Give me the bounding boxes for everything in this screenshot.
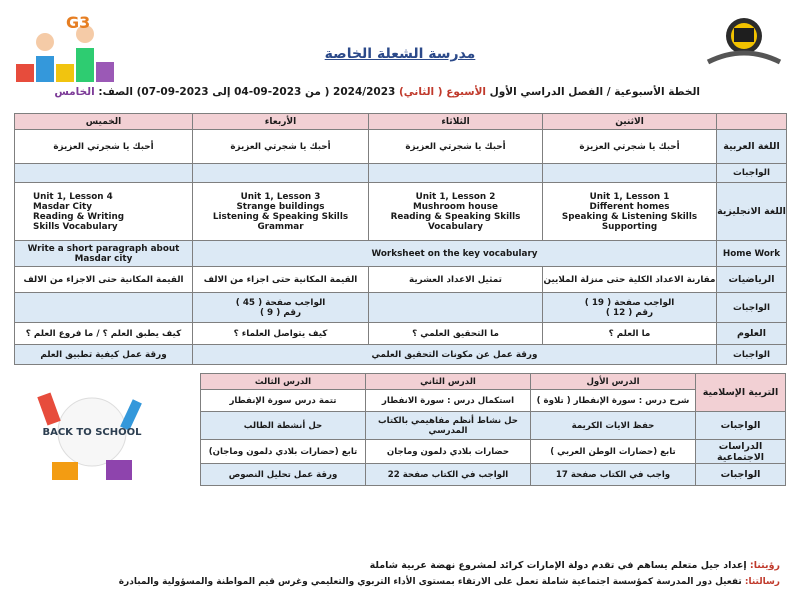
lesson-cell: أحبك يا شجرتي العزيزة bbox=[193, 130, 369, 164]
plan-part2: 2024/2023 ( من 2023-09-04 إلى 2023-09-07) الصف: bbox=[98, 86, 396, 98]
plan-grade: الخامس bbox=[54, 86, 95, 98]
plan-week: الأسبوع ( الثاني) bbox=[398, 86, 487, 98]
plan-heading bbox=[54, 86, 700, 98]
homework-cell bbox=[15, 293, 193, 323]
table-row bbox=[15, 323, 787, 345]
school-art-text: BACK TO SCHOOL bbox=[42, 427, 142, 438]
corner-cell bbox=[717, 114, 787, 130]
plan-part1: الخطة الأسبوعية / الفصل الدراسي الأول bbox=[489, 86, 700, 98]
homework-cell bbox=[543, 164, 717, 183]
lesson-cell: شرح درس : سورة الإنفطار ( تلاوة ) bbox=[531, 390, 696, 412]
lesson-line: Supporting bbox=[601, 221, 658, 232]
mission-statement bbox=[118, 577, 780, 587]
lesson-cell: أحبك يا شجرتي العزيزة bbox=[15, 130, 193, 164]
subject-label: الدراسات الاجتماعية bbox=[696, 440, 786, 464]
lesson-cell: استكمال درس : سورة الانفطار bbox=[366, 390, 531, 412]
kids-illustration bbox=[10, 12, 128, 94]
table-row bbox=[15, 241, 787, 267]
homework-line: الواجب صفحة ( 45 ) bbox=[235, 297, 326, 308]
homework-cell: حفظ الايات الكريمة bbox=[531, 412, 696, 440]
lesson-line: Skills Vocabulary bbox=[33, 221, 118, 232]
english-lesson-cell bbox=[193, 183, 369, 241]
lesson-cell: القيمة المكانية حتى اجزاء من الالف bbox=[193, 267, 369, 293]
lesson-line: Masdar City bbox=[33, 201, 92, 212]
day-header: الأربعاء bbox=[193, 114, 369, 130]
lesson-cell: تابع (حضارات الوطن العربي ) bbox=[531, 440, 696, 464]
day-header: الثلاثاء bbox=[369, 114, 543, 130]
table-row bbox=[15, 164, 787, 183]
homework-cell: ورقة عمل كيفية تطبيق العلم bbox=[15, 345, 193, 365]
homework-line: رقم ( 9 ) bbox=[259, 307, 302, 318]
homework-line: الواجب صفحة ( 19 ) bbox=[584, 297, 675, 308]
lesson-line: Different homes bbox=[589, 201, 670, 212]
lesson-cell: ما العلم ؟ bbox=[543, 323, 717, 345]
subject-label: الواجبات bbox=[696, 412, 786, 440]
table-row bbox=[15, 267, 787, 293]
lesson-line: Mushroom house bbox=[413, 201, 498, 212]
lesson-line: Strange buildings bbox=[236, 201, 325, 212]
lesson-header: الدرس الثالث bbox=[201, 374, 366, 390]
day-header: الاثنين bbox=[543, 114, 717, 130]
table-row bbox=[201, 440, 786, 464]
lesson-cell: أحبك يا شجرتي العزيزة bbox=[543, 130, 717, 164]
homework-cell: ورقة عمل عن مكونات التحقيق العلمي bbox=[193, 345, 717, 365]
subject-label: الواجبات bbox=[696, 464, 786, 486]
kids-art-text: G3 bbox=[66, 13, 91, 32]
table-row bbox=[15, 183, 787, 241]
homework-cell: Write a short paragraph about Masdar city bbox=[15, 241, 193, 267]
vision-text: إعداد جيل متعلم يساهم في تقدم دولة الإمارات كرائد لمشروع نهضة عربية شاملة bbox=[369, 560, 747, 571]
homework-cell: Worksheet on the key vocabulary bbox=[193, 241, 717, 267]
lesson-header: الدرس الثاني bbox=[366, 374, 531, 390]
subject-label: الرياضيات bbox=[717, 267, 787, 293]
lesson-cell: حضارات بلادي دلمون وماجان bbox=[366, 440, 531, 464]
table-row bbox=[201, 412, 786, 440]
vision-statement bbox=[180, 560, 780, 571]
table-row bbox=[201, 464, 786, 486]
table-row bbox=[15, 293, 787, 323]
back-to-school-illustration bbox=[22, 380, 152, 498]
subject-label: التربية الإسلامية bbox=[696, 374, 786, 412]
lesson-cell: مقارنة الاعداد الكلية حتى منزلة الملايين bbox=[543, 267, 717, 293]
subject-label: العلوم bbox=[717, 323, 787, 345]
subject-label: الواجبات bbox=[717, 164, 787, 183]
english-lesson-cell bbox=[369, 183, 543, 241]
lesson-line: Listening & Speaking Skills bbox=[212, 211, 349, 222]
lesson-cell: تمثيل الاعداد العشرية bbox=[369, 267, 543, 293]
lesson-line: Reading & Writing bbox=[33, 211, 125, 222]
homework-cell bbox=[369, 293, 543, 323]
english-lesson-cell bbox=[543, 183, 717, 241]
lesson-cell: القيمة المكانية حتى الاجزاء من الالف bbox=[15, 267, 193, 293]
subject-label: Home Work bbox=[717, 241, 787, 267]
lesson-line: Grammar bbox=[257, 221, 304, 232]
school-title: مدرسة الشعلة الخاصة bbox=[324, 46, 476, 62]
homework-cell bbox=[543, 293, 717, 323]
homework-cell: حل أنشطة الطالب bbox=[201, 412, 366, 440]
weekly-plan-table bbox=[14, 113, 787, 365]
lesson-line: Unit 1, Lesson 2 bbox=[415, 191, 496, 202]
lesson-cell: كيف يتواصل العلماء ؟ bbox=[193, 323, 369, 345]
subject-label: الواجبات bbox=[717, 293, 787, 323]
lesson-cell: ما التحقيق العلمي ؟ bbox=[369, 323, 543, 345]
homework-cell bbox=[15, 164, 193, 183]
homework-cell bbox=[193, 164, 369, 183]
homework-cell: حل نشاط أنظم مفاهيمي بالكتاب المدرسي bbox=[366, 412, 531, 440]
subject-label: الواجبات bbox=[717, 345, 787, 365]
table-header-row bbox=[15, 114, 787, 130]
lesson-cell: تتمة درس سورة الإنفطار bbox=[201, 390, 366, 412]
lesson-header: الدرس الأول bbox=[531, 374, 696, 390]
mission-text: تفعيل دور المدرسة كمؤسسة اجتماعية شاملة تعمل على الارتقاء بمستوى الأداء التربوي والتعليمي وغرس قيم المواطنة والمسؤولية والمبادرة bbox=[118, 577, 742, 587]
homework-cell: واجب في الكتاب صفحة 17 bbox=[531, 464, 696, 486]
lesson-cell: كيف يطبق العلم ؟ / ما فروع العلم ؟ bbox=[15, 323, 193, 345]
english-lesson-cell bbox=[15, 183, 193, 241]
lesson-line: Vocabulary bbox=[427, 221, 484, 232]
lesson-line: Unit 1, Lesson 3 bbox=[240, 191, 321, 202]
homework-cell: ورقة عمل تحليل النصوص bbox=[201, 464, 366, 486]
homework-cell bbox=[369, 164, 543, 183]
school-logo bbox=[702, 14, 786, 72]
subject-label: اللغة العربية bbox=[717, 130, 787, 164]
day-header: الخميس bbox=[15, 114, 193, 130]
lessons-table bbox=[200, 373, 786, 486]
homework-cell: الواجب في الكتاب صفحة 22 bbox=[366, 464, 531, 486]
table-header-row bbox=[201, 374, 786, 390]
table-row bbox=[15, 130, 787, 164]
mission-label: رسالتنا: bbox=[744, 577, 780, 587]
lesson-line: Unit 1, Lesson 4 bbox=[33, 191, 113, 202]
subject-label: اللغة الانجليزية bbox=[717, 183, 787, 241]
lesson-line: Reading & Speaking Skills bbox=[390, 211, 521, 222]
vision-label: رؤيتنا: bbox=[749, 560, 780, 571]
homework-cell bbox=[193, 293, 369, 323]
homework-line: رقم ( 12 ) bbox=[605, 307, 654, 318]
lesson-line: Speaking & Listening Skills bbox=[561, 211, 698, 222]
lesson-cell: تابع (حضارات بلادي دلمون وماجان) bbox=[201, 440, 366, 464]
lesson-cell: أحبك يا شجرتي العزيزة bbox=[369, 130, 543, 164]
table-row bbox=[15, 345, 787, 365]
lesson-line: Unit 1, Lesson 1 bbox=[589, 191, 670, 202]
